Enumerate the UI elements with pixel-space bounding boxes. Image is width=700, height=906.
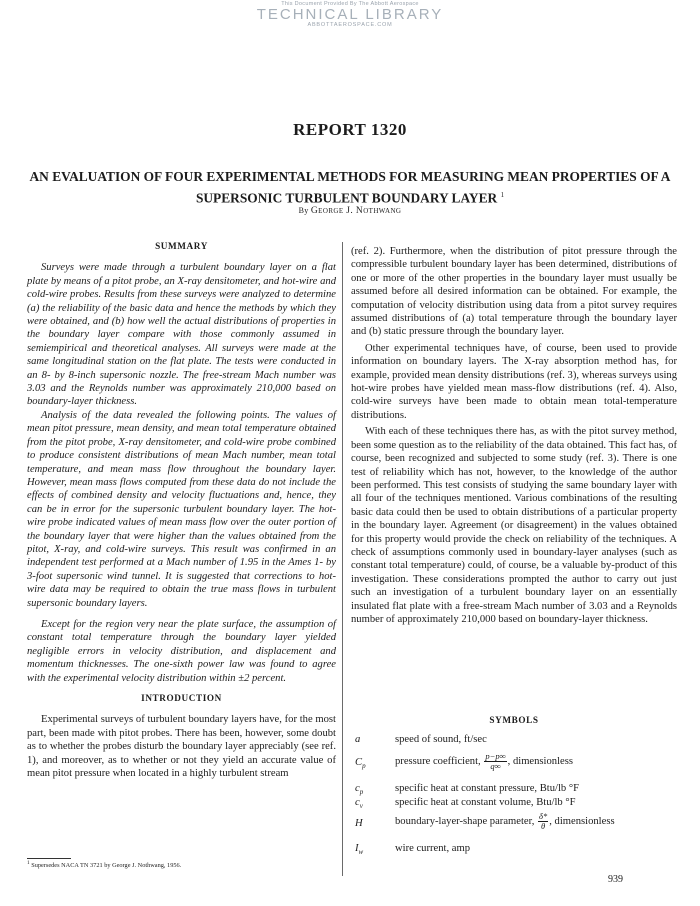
- symbol-a-desc: speed of sound, ft/sec: [395, 734, 487, 745]
- symbol-cv: [355, 796, 363, 813]
- symbol-cv-desc: specific heat at constant volume, Btu/lb °F: [395, 797, 576, 808]
- watermark-title: TECHNICAL LIBRARY: [256, 6, 444, 23]
- cp-coefficient-desc-pre: pressure coefficient,: [395, 755, 481, 767]
- symbol-h: H: [355, 818, 363, 829]
- symbol-cp-sub: p: [359, 788, 364, 797]
- cp-coefficient-desc-post: , dimensionless: [507, 755, 573, 767]
- h-desc-post: , dimensionless: [549, 815, 615, 827]
- h-numerator: δ*: [539, 811, 548, 821]
- symbol-a: a: [355, 734, 361, 745]
- symbol-iw-sub: w: [358, 848, 364, 857]
- symbol-h-desc: [395, 812, 615, 831]
- cp-coefficient-denominator: q∞: [490, 761, 501, 771]
- cp-coefficient-numerator: p−p∞: [485, 751, 506, 761]
- introduction-continued: [351, 245, 677, 626]
- page-number: 939: [608, 874, 623, 885]
- footnote-rule: [27, 858, 71, 859]
- introduction-paragraph-3: Other experimental techniques have, of course, been used to provide information on boundary layers. The X-ray absorption method has, for example, provided mean density distributions (ref. 3), whereas surveys using hot-wire probes have yielded mean mass-flow distributions (ref. 4). Also, cold-wire surveys have been made to obtain mean total-temperature distributions.: [351, 342, 677, 421]
- footnote-mark: 1: [27, 860, 30, 866]
- introduction-paragraph-1: Experimental surveys of turbulent boundary layers have, for the most part, been made with pitot probes. There has been, however, some doubt as to whether the probes disturb the boundary layer appreciably (see ref. 1), and moreover, as to whether or not they yield an accurate value of mean pitot pressure when located in a highly turbulent stream: [27, 714, 336, 780]
- symbol-iw-letter: I: [355, 843, 359, 854]
- introduction-heading: INTRODUCTION: [141, 693, 222, 703]
- summary-section: [27, 240, 336, 780]
- cp-coefficient-fraction: [484, 752, 506, 771]
- author-name: George J. Nothwang: [310, 206, 402, 216]
- symbol-iw: [355, 842, 363, 859]
- h-denominator: θ: [541, 821, 546, 831]
- h-desc-pre: boundary-layer-shape parameter,: [395, 815, 535, 827]
- introduction-paragraph-2: (ref. 2). Furthermore, when the distribution of pitot pressure through the compressible turbulent boundary layer has been determined, distributions of one or more of the other properties in the boundary layer must usually be assumed before all desired information can be obtained. For example, the computation of velocity distribution using data from a pitot survey requires assumed distributions of (a) total temperature through the boundary layer and (b) static pressure through the boundary layer.: [351, 246, 677, 338]
- author-line: [0, 206, 700, 216]
- symbol-row-cp-coefficient: [351, 752, 677, 776]
- column-divider: [342, 242, 343, 876]
- report-number: REPORT 1320: [293, 120, 407, 139]
- title-footnote-mark: 1: [500, 191, 505, 199]
- watermark-top-line: This Document Provided By The Abbott Aerospace: [281, 1, 419, 7]
- summary-paragraph-2: Analysis of the data revealed the following points. The values of mean pitot pressure, mean density, and mean total temperature obtained from the pitot probe, X-ray densitometer, and cold-wire probe combined to produce consistent distributions of mean Mach number, mean total temperature, and mean mass flow throughout the boundary layer. However, mean mass flows computed from these data do not include the effects of combined density and velocity fluctuations and, hence, they can be in error for the supersonic turbulent boundary layer. The hot-wire probe indicated values of mean mass flow over the outer portion of the boundary layer that were higher than the values obtained from the pitot, X-ray, and cold-wire surveys. This result was confirmed in an independent test performed at a Mach number of 1.95 in the Ames 1- by 3-foot supersonic wind tunnel. It is suggested that corrections to hot-wire data may be required to obtain the true mass flows in turbulent supersonic boundary layers.: [27, 409, 336, 609]
- summary-paragraph-1: Surveys were made through a turbulent boundary layer on a flat plate by means of a pitot probe, an X-ray densitometer, and hot-wire and cold-wire probes. Results from these surveys were analyzed to determine (a) the reliability of the basic data and hence the methods by which they were obtained, and (b) how well the actual distributions of properties in the boundary layer compare with those commonly assumed in semiempirical and theoretical analyses. All surveys were made at the same longitudinal station on the flat plate. The tests were conducted in an 8- by 8-inch supersonic nozzle. The free-stream Mach number was 3.03 and the Reynolds number was approximately 210,000 based on boundary-layer thickness.: [27, 262, 336, 408]
- paper-title: [20, 168, 680, 207]
- symbol-cp-coefficient-sub: p: [362, 762, 366, 771]
- symbol-cv-sub: v: [359, 802, 363, 811]
- footnote-text: Supersedes NACA TN 3721 by George J. Nothwang, 1956.: [31, 862, 182, 870]
- introduction-paragraph-4: With each of these techniques there has, as with the pitot survey method, been some question as to the reliability of the data obtained. This fact has, of course, been recognized and subjected to some study (ref. 3). There is one test of reliability which has not, however, to the knowledge of the author been performed. This test consists of studying the same boundary layer with all four of the techniques mentioned. Various combinations of the resulting basic data could then be used to obtain distributions of a particular property in the boundary layer. Agreement (or disagreement) in the values obtained for this property would provide the check on reliability of the techniques. A check of assumptions commonly used in boundary-layer analyses (such as constant total temperature) could, of course, be a valuable by-product of this investigation. These considerations prompted the author to carry out just such an investigation of a turbulent boundary layer on an essentially insulated flat plate with a free-stream Mach number of 3.03 and a Reynolds number of approximately 210,000 based on boundary-layer thickness.: [351, 426, 677, 625]
- symbol-cp-desc: specific heat at constant pressure, Btu/lb °F: [395, 783, 579, 794]
- symbol-cp-letter: c: [355, 783, 360, 794]
- symbol-cp-coefficient-desc: [395, 752, 573, 771]
- watermark-url: ABBOTTAEROSPACE.COM: [307, 22, 393, 28]
- summary-heading: SUMMARY: [155, 241, 208, 251]
- symbol-iw-desc: wire current, amp: [395, 843, 471, 854]
- summary-paragraph-3: Except for the region very near the plate surface, the assumption of constant total temperature through the boundary layer yielded negligible errors in velocity distribution, and displacement and momentum thicknesses. The one-sixth power law was found to agree with the experimental velocity distribution within ±2 percent.: [27, 618, 336, 684]
- symbol-cp-coefficient: [355, 756, 366, 773]
- symbol-cp-coefficient-letter: C: [355, 757, 363, 768]
- h-fraction: [538, 812, 548, 831]
- author-by: By: [298, 206, 309, 215]
- symbols-heading: SYMBOLS: [489, 715, 539, 725]
- symbol-cv-letter: c: [355, 797, 360, 808]
- symbol-row-h: [351, 812, 677, 836]
- footnote: [27, 860, 181, 869]
- paper-title-text: AN EVALUATION OF FOUR EXPERIMENTAL METHODS FOR MEASURING MEAN PROPERTIES OF A SUPERSONIC TURBULENT BOUNDARY LAYER: [29, 169, 671, 206]
